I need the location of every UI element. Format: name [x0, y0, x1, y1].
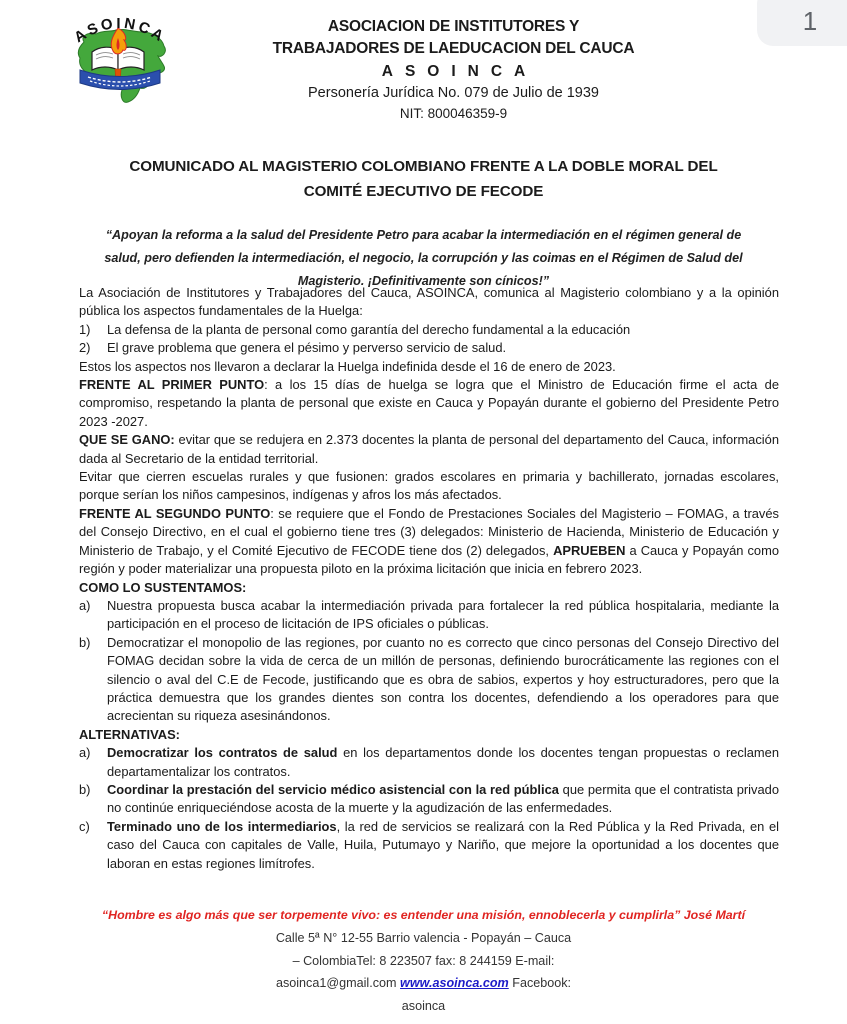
text-run: : se requiere que el Fondo de Prestaciones Sociales del Magisterio – FOMAG, a través del Consejo Directivo, en el cual el gobierno tiene tres (3) delegados: Ministerio de Hacienda, Ministerio de Educación y Ministerio de Trabajo, y el Comité Ejecutivo de FECODE tiene dos (2) delegados,	[79, 505, 779, 558]
org-acronym: ASOINCA	[381, 63, 538, 80]
bold-text-run: ALTERNATIVAS:	[79, 726, 180, 742]
email-address: asoinca1@gmail.com	[275, 976, 397, 990]
logo-arc-text: ASOINCA	[71, 14, 169, 47]
text-run: La defensa de la planta de personal como garantía del derecho fundamental a la educación	[107, 321, 631, 337]
list-item	[79, 634, 779, 726]
address-line1: Calle 5ª N° 12-55 Barrio valencia - Popayán – Cauca	[275, 931, 572, 945]
bold-text-run: FRENTE AL PRIMER PUNTO	[79, 377, 265, 393]
text-run: El grave problema que genera el pésimo y perverso servicio de salud.	[107, 340, 507, 356]
text-run: evitar que se redujera en 2.373 docentes la planta de personal del departamento del Cauca, información dada al Secretario de la entidad territorial.	[79, 432, 779, 466]
bold-text-run: APRUEBEN	[553, 542, 626, 558]
text-run: , la red de servicios se realizará con la Red Pública y la Red Privada, en el caso del Cauca con capitales de Valle, Huila, Putumayo y Nariño, que mejore la oportunidad a los docentes que laboran en estas regiones limítrofes.	[107, 818, 779, 871]
facebook-label: Facebook:	[512, 976, 572, 990]
org-name-line2: TRABAJADORES DE LAEDUCACION DEL CAUCA	[272, 40, 635, 57]
paragraph	[79, 579, 779, 597]
bold-text-run: QUE SE GANO:	[79, 432, 175, 448]
asoinca-logo	[50, 6, 190, 110]
text-run: Evitar que cierren escuelas rurales y que fusionen: grados escolares en primaria y bachillerato, jornadas escolares, porque serían los niños campesinos, indígenas y afros los más afectados.	[79, 469, 779, 503]
list-item	[79, 818, 779, 873]
paragraph	[79, 358, 779, 376]
text-run: : a los 15 días de huelga se logra que el Ministro de Educación firme el acta de compromiso, respetando la planta de personal que existe en Cauca y Popayán durante el gobierno del Presidente Petro 2023 -2027.	[79, 377, 779, 429]
paragraph	[79, 505, 779, 579]
document-title-line1: COMUNICADO AL MAGISTERIO COLOMBIANO FRENTE A LA DOBLE MORAL DEL	[129, 158, 718, 175]
list-item-text	[107, 781, 779, 818]
list-item-text	[107, 321, 779, 339]
marti-quote: “Hombre es algo más que ser torpemente vivo: es entender una misión, ennoblecerla y cumplirla” José Martí	[101, 908, 746, 922]
list-marker: c)	[79, 818, 90, 834]
list-marker: b)	[79, 781, 91, 797]
asoinca-logo-graphic	[50, 6, 190, 110]
text-run: que permita que el contratista privado no continúe enriqueciéndose acosta de la muerte y la agudización de las enfermedades.	[107, 781, 779, 816]
text-run: Estos los aspectos nos llevaron a declarar la Huelga indefinida desde el 16 de enero de 2023.	[79, 358, 616, 374]
list-marker: 2)	[79, 340, 91, 356]
nit-line: NIT: 800046359-9	[399, 106, 508, 121]
document-title	[0, 154, 847, 204]
page-number-badge	[757, 0, 847, 46]
text-run: en los departamentos donde los docentes tengan propuestas o reclamen departamentalizar los contratos.	[107, 745, 779, 779]
contact-line	[0, 972, 847, 995]
text-run: Democratizar el monopolio de las regiones, por cuanto no es correcto que cinco personas del Consejo Directivo del FOMAG decidan sobre la vida de cerca de un millón de personas, definiendo burocráticamente las regiones con el silencio o aval del C.E de Fecode, justificando que es obra de sabios, expertos y hoy estructuradores, pero que la práctica demuestra que los grandes dientes son contra los docentes, defendiendo a los operadores para que acrecientan su riqueza asesinándonos.	[107, 634, 779, 724]
list-item-text	[107, 744, 779, 781]
epigraph-line: salud, pero defienden la intermediación, el negocio, la corrupción y las coimas en el Régimen de Salud del	[104, 251, 743, 265]
list-item	[79, 597, 779, 634]
list-item	[79, 781, 779, 818]
list-item	[79, 339, 779, 357]
list-item	[79, 744, 779, 781]
paragraph	[79, 431, 779, 468]
list-item-text	[107, 339, 779, 357]
text-run: Nuestra propuesta busca acabar la intermediación privada para fortalecer la red pública hospitalaria, mediante la participación en el proceso de licitación de IPS oficiales o públicas.	[107, 597, 779, 632]
website-link[interactable]: www.asoinca.com	[400, 976, 509, 990]
body-paragraphs	[79, 284, 779, 902]
paragraph	[79, 726, 779, 744]
page-number: 1	[802, 5, 818, 36]
epigraph-quote	[0, 224, 847, 293]
bold-text-run: COMO LO SUSTENTAMOS:	[79, 579, 247, 595]
list-item-text	[107, 818, 779, 873]
paragraph	[79, 284, 779, 321]
bold-text-run: Democratizar los contratos de salud	[107, 745, 338, 761]
list-marker: a)	[79, 597, 91, 613]
address-line2: – ColombiaTel: 8 223507 fax: 8 244159 E-mail:	[292, 953, 555, 968]
bold-text-run: Coordinar la prestación del servicio médico asistencial con la red pública	[107, 781, 559, 797]
list-item	[79, 321, 779, 339]
text-run: a Cauca y Popayán como región y poder materializar una propuesta piloto en la próxima licitación que inicia en febrero 2023.	[79, 542, 779, 577]
footer	[0, 904, 847, 1017]
list-item-text	[107, 634, 779, 726]
text-run: La Asociación de Institutores y Trabajadores del Cauca, ASOINCA, comunica al Magisterio colombiano y a la opinión pública los aspectos fundamentales de la Huelga:	[79, 285, 779, 319]
bold-text-run: Terminado uno de los intermediarios	[107, 818, 337, 834]
facebook-name: asoinca	[401, 998, 446, 1013]
list-marker: 1)	[79, 321, 91, 337]
list-item-text	[107, 597, 779, 634]
epigraph-line: “Apoyan la reforma a la salud del Presidente Petro para acabar la intermediación en el régimen general de	[105, 228, 742, 242]
org-name-line1: ASOCIACION DE INSTITUTORES Y	[327, 18, 580, 35]
paragraph	[79, 468, 779, 505]
personeria-line: Personería Jurídica No. 079 de Julio de 1939	[308, 85, 599, 101]
bold-text-run: FRENTE AL SEGUNDO PUNTO	[79, 505, 271, 521]
paragraph	[79, 376, 779, 431]
epigraph-line: Magisterio. ¡Definitivamente son cínicos!”	[297, 274, 550, 288]
list-marker: a)	[79, 745, 91, 761]
list-marker: b)	[79, 634, 91, 650]
document-title-line2: COMITÉ EJECUTIVO DE FECODE	[303, 183, 544, 200]
